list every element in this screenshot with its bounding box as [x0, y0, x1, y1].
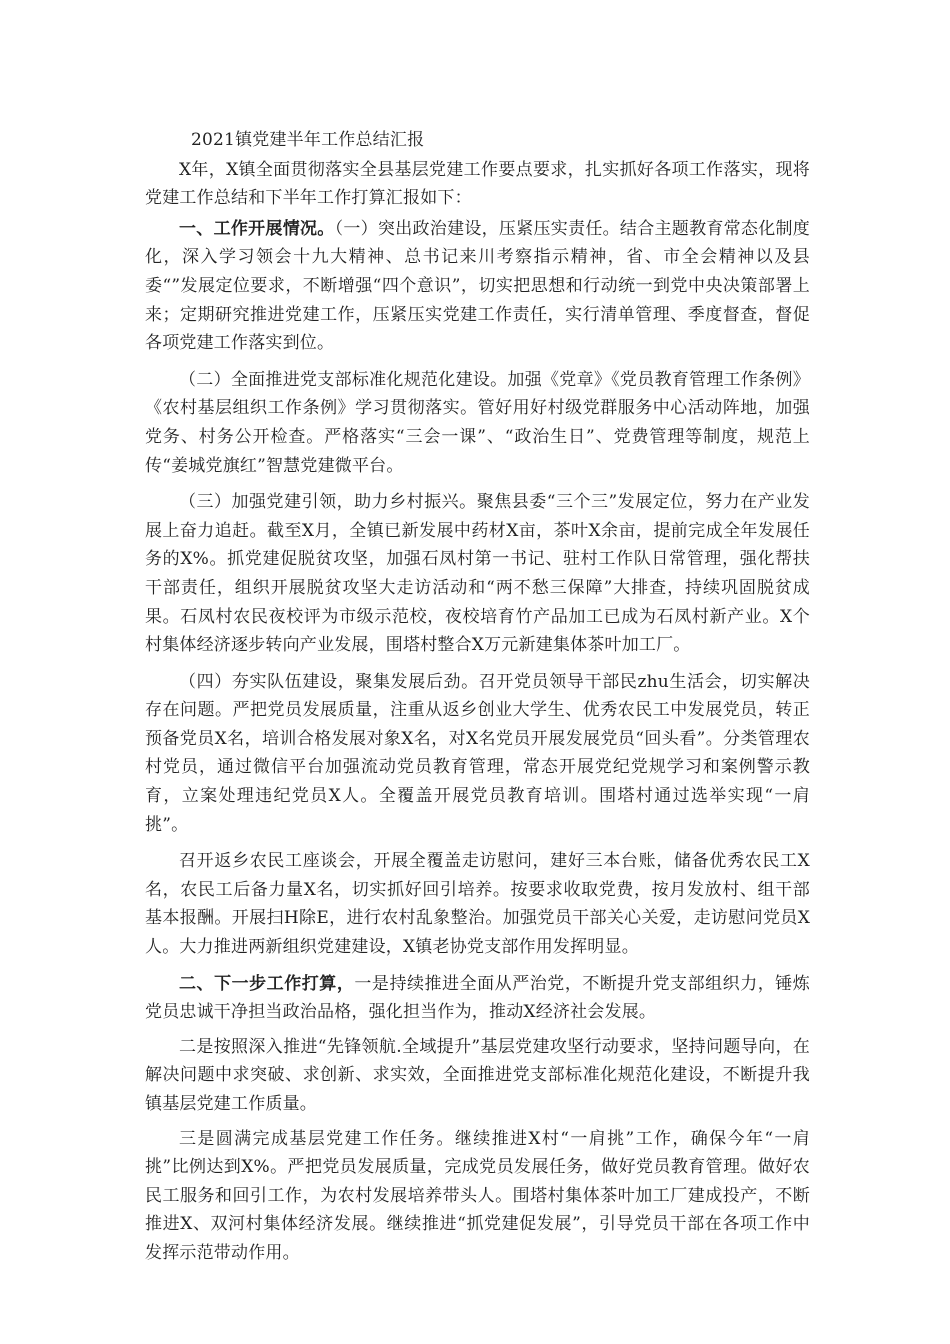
section2-paragraph-1-text: 一是持续推进全面从严治党，不断提升党支部组织力，锤炼党员忠诚干净担当政治品格，强化担当作为，推动X经济社会发展。 — [145, 973, 811, 1023]
section1-heading: 一、工作开展情况。 — [179, 218, 335, 239]
section2-paragraph-2: 二是按照深入推进“先锋领航.全域提升”基层党建攻坚行动要求，坚持问题导向，在解决问题中求突破、求创新、求实效，全面推进党支部标准化规范化建设，不断提升我镇基层党建工作质量。 — [145, 1036, 810, 1114]
document-body — [145, 126, 810, 1274]
section2-paragraph-1 — [145, 970, 810, 1027]
intro-paragraph: X年，X镇全面贯彻落实全县基层党建工作要点要求，扎实抓好各项工作落实，现将党建工作总结和下半年工作打算汇报如下： — [145, 159, 810, 209]
section2-paragraph-3: 三是圆满完成基层党建工作任务。继续推进X村“一肩挑”工作，确保今年“一肩挑”比例达到X%。严把党员发展质量，完成党员发展任务，做好党员教育管理。做好农民工服务和回引工作，为农村发展培养带头人。围塔村集体茶叶加工厂建成投产，不断推进X、双河村集体经济发展。继续推进“抓党建促发展”，引导党员干部在各项工作中发挥示范带动作用。 — [145, 1128, 810, 1263]
section1-paragraph-5: 召开返乡农民工座谈会，开展全覆盖走访慰问，建好三本台账，储备优秀农民工X名，农民工后备力量X名，切实抓好回引培养。按要求收取党费，按月发放村、组干部基本报酬。开展扫H除E，进行农村乱象整治。加强党员干部关心关爱，走访慰问党员X人。大力推进两新组织党建建设，X镇老协党支部作用发挥明显。 — [145, 851, 810, 958]
section1-paragraph-3: （三）加强党建引领，助力乡村振兴。聚焦县委“三个三”发展定位，努力在产业发展上奋力追赶。截至X月，全镇已新发展中药材X亩，茶叶X余亩，提前完成全年发展任务的X%。抓党建促脱贫攻坚，加强石凤村第一书记、驻村工作队日常管理，强化帮扶干部责任，组织开展脱贫攻坚大走访活动和“两不愁三保障”大排查，持续巩固脱贫成果。石凤村农民夜校评为市级示范校，夜校培育竹产品加工已成为石凤村新产业。X个村集体经济逐步转向产业发展，围塔村整合X万元新建集体茶叶加工厂。 — [145, 492, 810, 656]
section1-paragraph-1 — [145, 215, 810, 358]
section1-paragraph-1-text: （一）突出政治建设，压紧压实责任。结合主题教育常态化制度化，深入学习领会十九大精神、总书记来川考察指示精神，省、市全会精神以及县委“”发展定位要求，不断增强“四个意识”，切实把思想和行动统一到党中央决策部署上来；定期研究推进党建工作，压紧压实党建工作责任，实行清单管理、季度督查，督促各项党建工作落实到位。 — [145, 218, 810, 354]
section1-paragraph-4: （四）夯实队伍建设，聚集发展后劲。召开党员领导干部民zhu生活会，切实解决存在问题。严把党员发展质量，注重从返乡创业大学生、优秀农民工中发展党员，转正预备党员X名，培训合格发展对象X名，对X名党员开展发展党员“回头看”。分类管理农村党员，通过微信平台加强流动党员教育管理，常态开展党纪党规学习和案例警示教育，立案处理违纪党员X人。全覆盖开展党员教育培训。围塔村通过选举实现“一肩挑”。 — [145, 671, 810, 835]
section1-paragraph-2: （二）全面推进党支部标准化规范化建设。加强《党章》《党员教育管理工作条例》《农村基层组织工作条例》学习贯彻落实。管好用好村级党群服务中心活动阵地，加强党务、村务公开检查。严格落实“三会一课”、“政治生日”、党费管理等制度，规范上传“姜城党旗红”智慧党建微平台。 — [145, 369, 810, 476]
document-title: 2021镇党建半年工作总结汇报 — [191, 130, 425, 150]
section2-heading: 二、下一步工作打算， — [179, 973, 355, 994]
